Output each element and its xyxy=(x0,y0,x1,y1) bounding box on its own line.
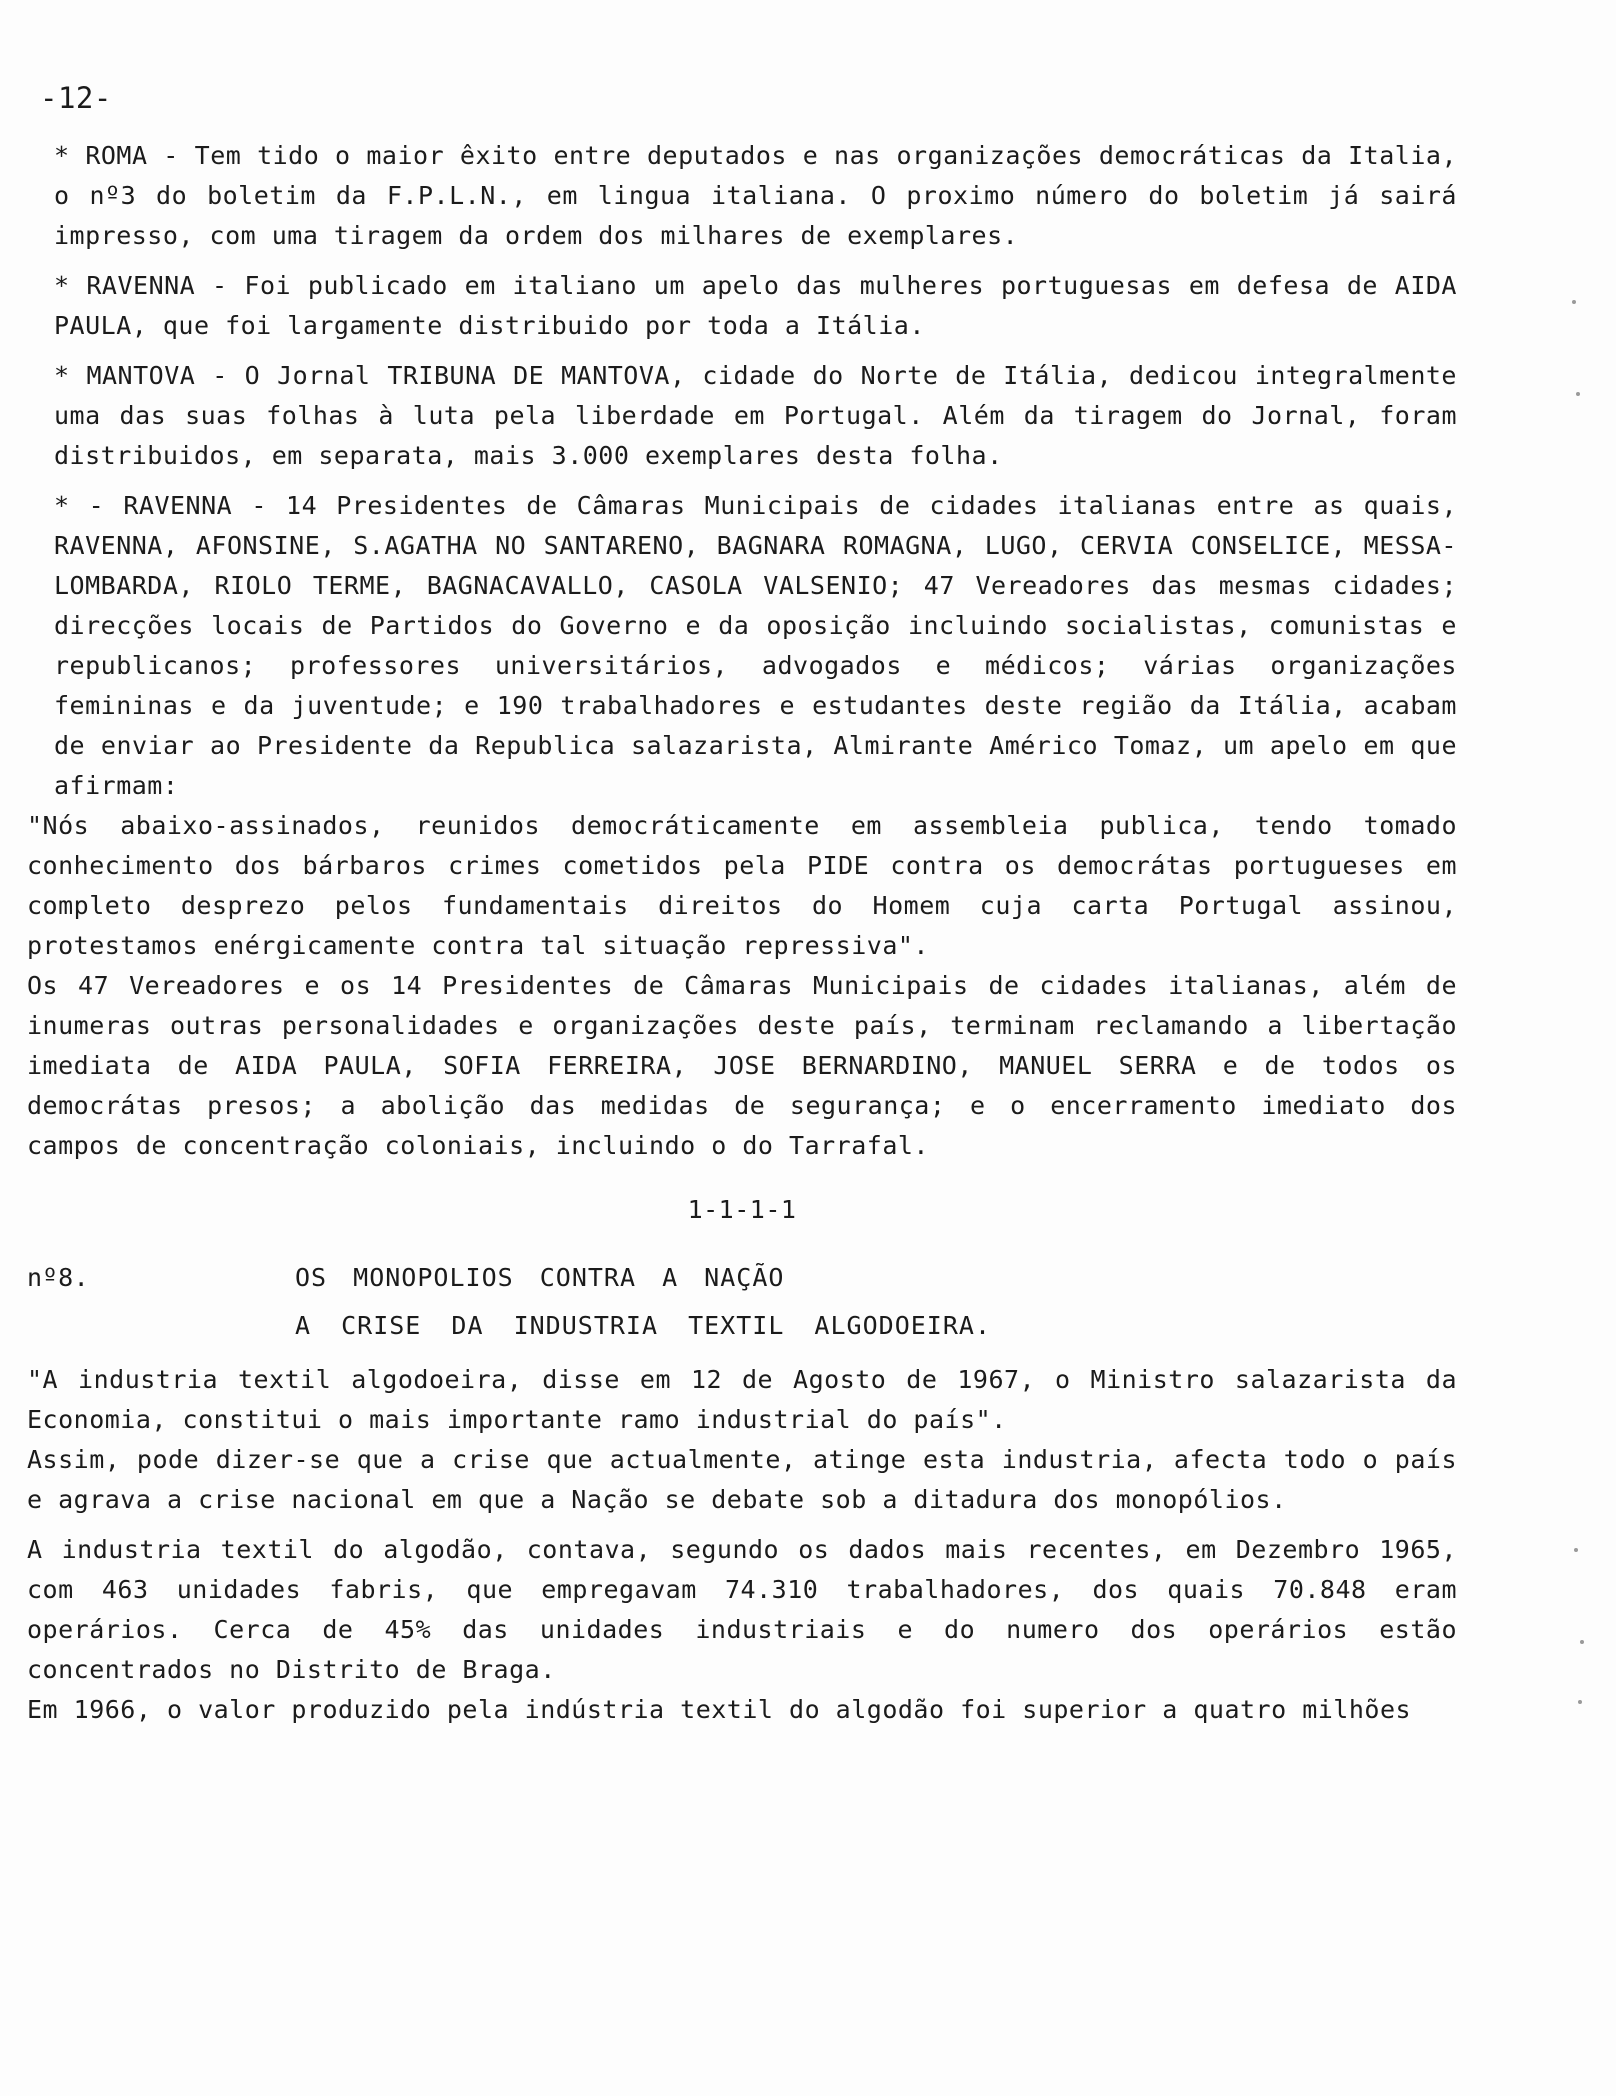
section-heading xyxy=(27,1258,1457,1348)
document-body xyxy=(27,136,1457,1730)
appeal-quote: "Nós abaixo-assinados, reunidos democráticamente em assembleia publica, tendo tomado conhecimento dos bárbaros crimes cometidos pela PIDE contra os democrátas portugueses em completo desprezo pelos fundamentais direitos do Homem cuja carta Portugal assinou, protestamos enérgicamente contra tal situação repressiva". xyxy=(27,811,1457,960)
scan-speck xyxy=(1580,1640,1584,1644)
section-paragraph: Em 1966, o valor produzido pela indústria textil do algodão foi superior a quatro milhões xyxy=(27,1695,1412,1724)
closing-paragraph: Os 47 Vereadores e os 14 Presidentes de Câmaras Municipais de cidades italianas, além de inumeras outras personalidades e organizações deste país, terminam reclamando a libertação imediata de AIDA PAULA, SOFIA FERREIRA, JOSE BERNARDINO, MANUEL SERRA e de todos os democrátas presos; a abolição das medidas de segurança; e o encerramento imediato dos campos de concentração coloniais, incluindo o do Tarrafal. xyxy=(27,971,1457,1160)
section-subtitle: A CRISE DA INDUSTRIA TEXTIL ALGODOEIRA. xyxy=(295,1311,991,1340)
news-item-roma: * ROMA - Tem tido o maior êxito entre deputados e nas organizações democráticas da Italia, o nº3 do boletim da F.P.L.N., em lingua italiana. O proximo número do boletim já sairá impresso, com uma tiragem da ordem dos milhares de exemplares. xyxy=(54,141,1457,250)
section-paragraph: Assim, pode dizer-se que a crise que actualmente, atinge esta industria, afecta todo o país e agrava a crise nacional em que a Nação se debate sob a ditadura dos monopólios. xyxy=(27,1445,1457,1514)
scan-speck xyxy=(1578,1700,1582,1704)
news-item-mantova: * MANTOVA - O Jornal TRIBUNA DE MANTOVA, cidade do Norte de Itália, dedicou integralmente uma das suas folhas à luta pela liberdade em Portugal. Além da tiragem do Jornal, foram distribuidos, em separata, mais 3.000 exemplares desta folha. xyxy=(54,361,1457,470)
section-number: nº8. xyxy=(27,1263,90,1292)
scan-speck xyxy=(1572,300,1576,304)
scan-speck xyxy=(1574,1548,1578,1552)
page-number: -12- xyxy=(40,81,112,115)
scan-speck xyxy=(1576,392,1580,396)
section-paragraph: A industria textil do algodão, contava, segundo os dados mais recentes, em Dezembro 1965, com 463 unidades fabris, que empregavam 74.310 trabalhadores, dos quais 70.848 eram operários. Cerca de 45% das unidades industriais e do numero dos operários estão concentrados no Distrito de Braga. xyxy=(27,1535,1457,1684)
section-separator: 1-1-1-1 xyxy=(687,1195,797,1224)
section-paragraph: "A industria textil algodoeira, disse em 12 de Agosto de 1967, o Ministro salazarista da Economia, constitui o mais importante ramo industrial do país". xyxy=(27,1365,1457,1434)
news-item-ravenna: * RAVENNA - Foi publicado em italiano um apelo das mulheres portuguesas em defesa de AIDA PAULA, que foi largamente distribuido por toda a Itália. xyxy=(54,271,1457,340)
news-item-ravenna-presidents: * - RAVENNA - 14 Presidentes de Câmaras Municipais de cidades italianas entre as quais, RAVENNA, AFONSINE, S.AGATHA NO SANTARENO, BAGNARA ROMAGNA, LUGO, CERVIA CONSELICE, MESSA-LOMBARDA, RIOLO TERME, BAGNACAVALLO, CASOLA VALSENIO; 47 Vereadores das mesmas cidades; direcções locais de Partidos do Governo e da oposição incluindo socialistas, comunistas e republicanos; professores universitários, advogados e médicos; várias organizações femininas e da juventude; e 190 trabalhadores e estudantes deste região da Itália, acabam de enviar ao Presidente da Republica salazarista, Almirante Américo Tomaz, um apelo em que afirmam: xyxy=(54,491,1457,800)
section-title: OS MONOPOLIOS CONTRA A NAÇÃO xyxy=(295,1263,785,1292)
